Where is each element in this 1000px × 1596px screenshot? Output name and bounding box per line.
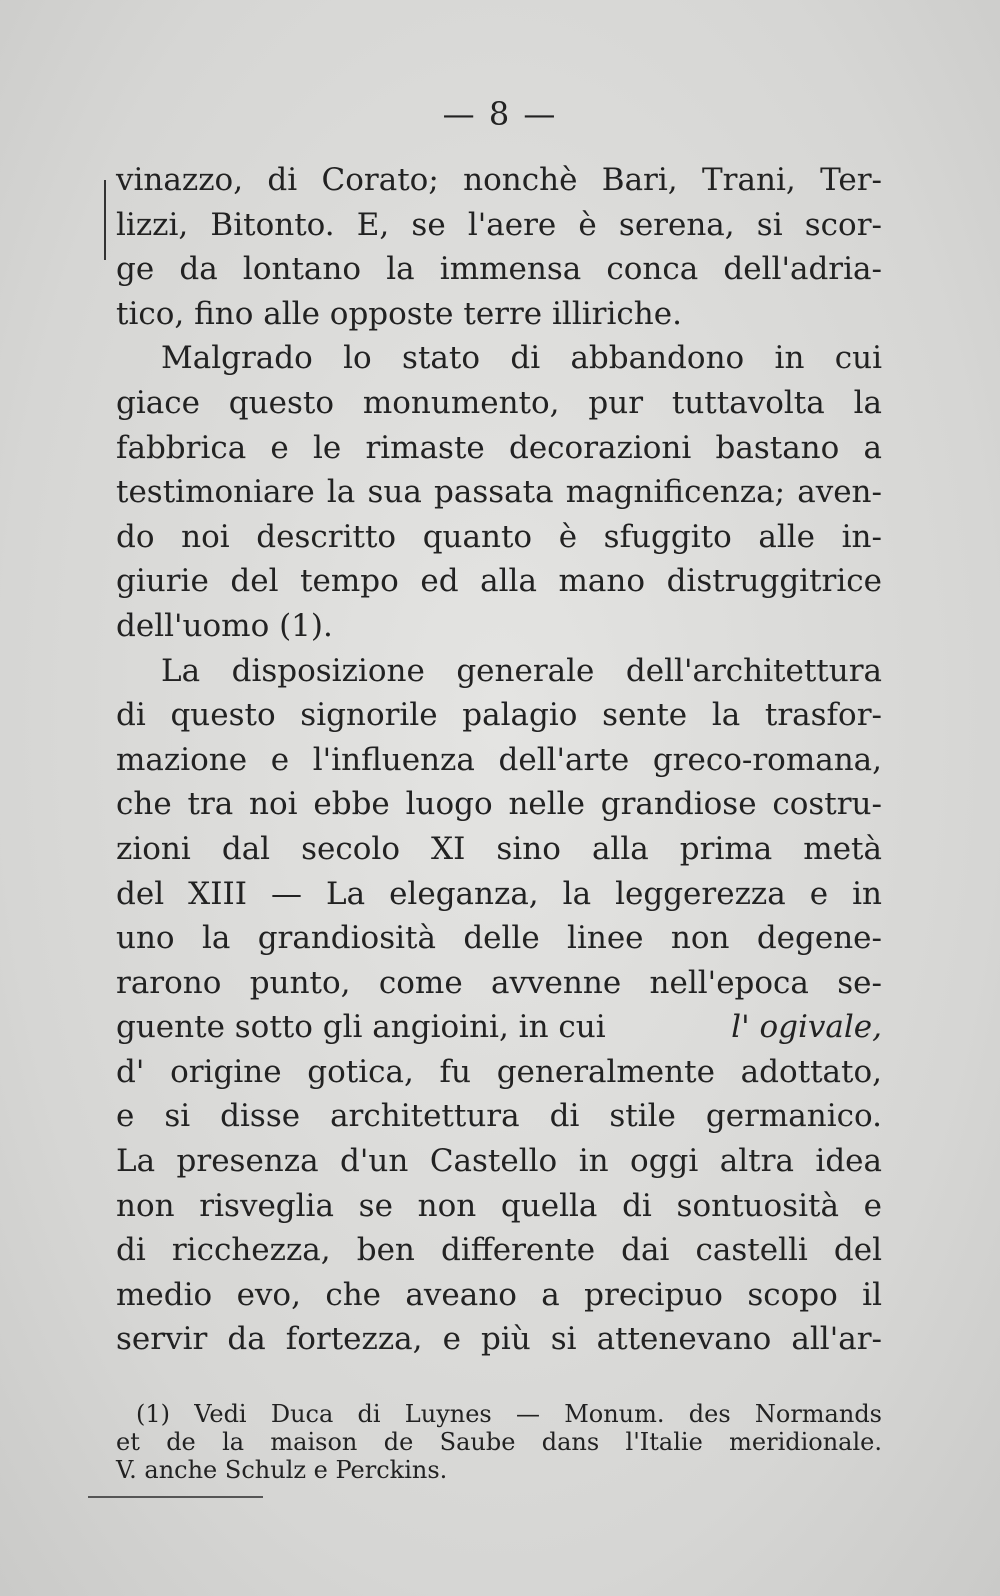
text-line: zioni dal secolo XI sino alla prima metà: [116, 830, 882, 867]
text-line: medio evo, che aveano a precipuo scopo il: [116, 1276, 882, 1313]
text-line: che tra noi ebbe luogo nelle grandiose costru-: [116, 786, 882, 823]
text-line: Malgrado lo stato di abbandono in cui: [161, 340, 882, 377]
text-line: di ricchezza, ben differente dai castelli del: [116, 1232, 882, 1269]
text-line: giace questo monumento, pur tuttavolta la: [116, 384, 882, 421]
page-number: — 8 —: [442, 95, 558, 133]
text-line: guente sotto gli angioini, in cui l' ogivale,: [116, 1005, 882, 1050]
footnote-line: V. anche Schulz e Perckins.: [116, 1456, 448, 1484]
text-line: d' origine gotica, fu generalmente adottato,: [116, 1053, 882, 1090]
text-line: do noi descritto quanto è sfuggito alle in-: [116, 518, 882, 555]
text-line: rarono punto, come avvenne nell'epoca se-: [116, 964, 882, 1001]
text-line: La presenza d'un Castello in oggi altra idea: [116, 1143, 882, 1180]
text-line: tico, fino alle opposte terre illiriche.: [116, 295, 682, 332]
text-line: servir da fortezza, e più si attenevano all'ar-: [116, 1321, 882, 1358]
text-line: di questo signorile palagio sente la trasfor-: [116, 697, 882, 734]
footnote-line: et de la maison de Saube dans l'Italie meridionale.: [116, 1428, 882, 1456]
text-line: La disposizione generale dell'architettura: [161, 652, 882, 689]
text-line: ge da lontano la immensa conca dell'adria-: [116, 251, 882, 288]
text-line: uno la grandiosità delle linee non degene-: [116, 920, 882, 957]
margin-mark: [104, 180, 106, 260]
text-line: vinazzo, di Corato; nonchè Bari, Trani, Ter-: [116, 162, 882, 198]
text-line: fabbrica e le rimaste decorazioni bastano a: [116, 429, 882, 466]
text-line: giurie del tempo ed alla mano distruggitrice: [116, 563, 882, 600]
text-line: non risveglia se non quella di sontuosità e: [116, 1187, 882, 1224]
text-line: del XIII — La eleganza, la leggerezza e in: [116, 875, 882, 912]
footnote-rule: [88, 1496, 263, 1498]
footnotes: [116, 1400, 882, 1484]
text-line: lizzi, Bitonto. E, se l'aere è serena, si scor-: [116, 206, 882, 243]
italic-phrase: l' ogivale,: [731, 1009, 882, 1046]
footnote-line: (1) Vedi Duca di Luynes — Monum. des Normands: [136, 1400, 882, 1428]
body-text: [116, 158, 882, 1362]
text-line: mazione e l'influenza dell'arte greco-romana,: [116, 741, 882, 778]
text-line: dell'uomo (1).: [116, 607, 333, 644]
text-line: e si disse architettura di stile germanico.: [116, 1098, 882, 1135]
text-line: testimoniare la sua passata magnificenza; aven-: [116, 474, 882, 511]
